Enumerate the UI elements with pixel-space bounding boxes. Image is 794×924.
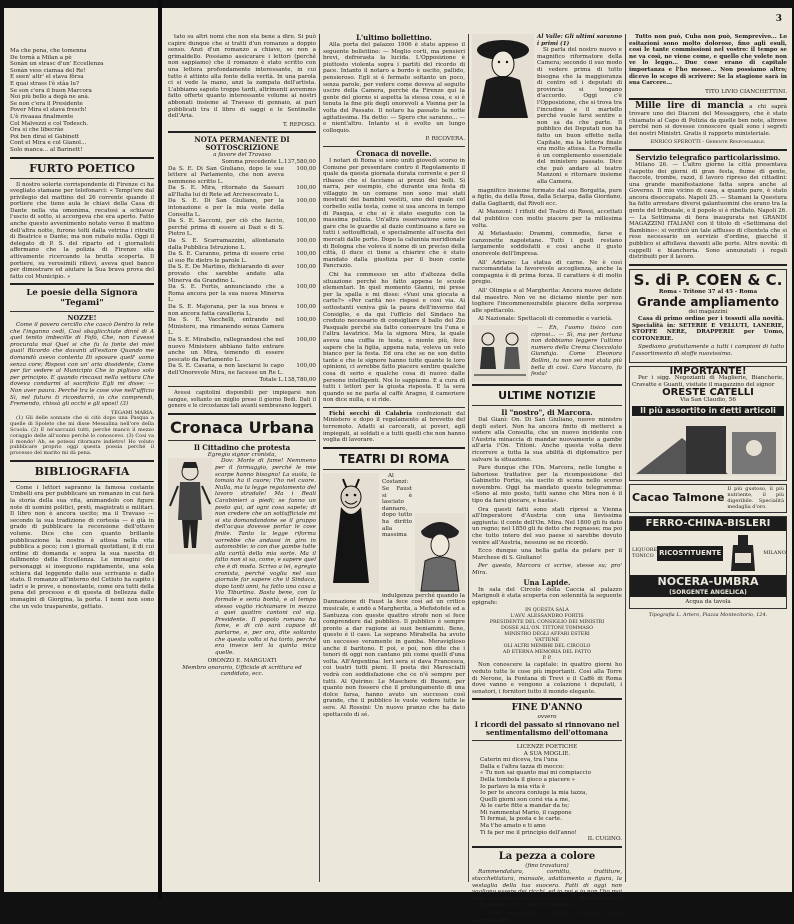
lapide-after: Non conoscere la capitale: in quattro giorni ho veduto tutte le cose più importanti. Così alla Torre di Nerone, la Fontana di Trevi e il Caffè di Roma dove vanno e vengono a colazione i deputati, i senatori, i fornitori tutto il mondo elegante.	[472, 662, 622, 695]
cacao-name: Cacao Talmone	[632, 491, 725, 505]
page-number: 3	[775, 14, 782, 24]
column-rule	[468, 34, 469, 882]
romanzo-intro: tato su altri nomi che non sta bene a dire. Si può capire dunque che si tratti d'un romanzo a doppio senso. Anzi d'un romanzo a chiave, se non a grimaldello. Possiamo assicurare i lettori (perché non sappiamo) che il romanzo è stato scritto con una lettera profondamente interessante, in cui tutto è attinto alla fonte della verità. In una parola ci si vede la mano, anzi la zampata dell'artista. L'abbiamo saputo troppo tardi, altrimenti avremmo fatto offerte quanto interessante volume ai nostri abbonati insieme al Travaso di gennaio, ai pari pubblicati tra il libro di saggi e le Sentinelle dell'Aria.	[168, 34, 316, 120]
divider	[629, 149, 787, 151]
cittadino-signature: ORONZO E. MARGUATI	[207, 658, 277, 665]
fine-anno-sub2: I ricordi del passato si rinnovano nel sentimentalismo dell'ottomana	[474, 719, 620, 737]
servizio-title: Servizio telegrafico particolarissimo.	[635, 152, 781, 162]
subscription-row	[168, 251, 316, 264]
bisleri-ad	[629, 516, 787, 609]
nocera-title: NOCERA-UMBRA	[630, 575, 786, 589]
furto-title: FURTO POETICO	[29, 161, 135, 175]
cacao-ad	[629, 484, 787, 513]
catelli-ad	[629, 366, 787, 482]
divider	[10, 481, 154, 482]
subscription-row	[168, 304, 316, 317]
totale-label: Totale L.	[259, 376, 284, 383]
coen-big: Grande ampliamento	[637, 295, 779, 310]
coen-sub: dei magazzini	[688, 309, 728, 316]
nazionale-text: Al Nazionale: Spettacoli di commedie e varietà.	[478, 316, 613, 323]
divider	[168, 440, 316, 441]
coen-address: Roma - Tritone 37 al 45 - Roma	[658, 288, 758, 295]
mignon-text: magnifico insieme formato dal suo Borgatta, pure a figlio, da della Rosa, dalla Sciarpa, dalla Giordano, dalla Gagliardi, dal Rivoli ecc.	[472, 187, 622, 207]
ultime-notizie-title: ULTIME NOTIZIE	[498, 388, 596, 402]
text-line: Mi rammentai Mario, il cappone	[480, 809, 572, 816]
subscription-row	[168, 218, 316, 238]
valle-illustration	[472, 34, 534, 118]
somma-value: 137,580,00	[283, 158, 316, 165]
metastasio-text: Al Metastasio: Drammi, commedie, farse e canzonette napoletane. Tutti i gusti restano largamente soddisfatti e così anche il gusto onorevole dell'Impresa.	[472, 231, 622, 257]
catelli-address: Via San Claudio, 56	[680, 396, 736, 403]
valle-text: Si parla del nostro nuovo e magnifico riformatore della Camera; secondo il suo modo di vedere prima di tutto bisogna che la maggioranza di centro ed i deputati di provincia si tengano d'accordo. Oggi c'è l'Opposizione, che si trova tra l'incudine e il martello perché vuole farsi sentire e non sa da che parte. Il pubblico dei Deputati non ha fatto un buon effetto nella Capitale, ma la lettera finale era molto attesa. La Fornella è un complemento essenziale del ministero passato. Dice che può andare al teatro Manzoni e ritornare insieme alla Camera.	[537, 47, 622, 186]
coen-text: Casa di primo ordine per i tessuti alla novità. Specialità in: SETERIE E VELLUTI, LANERIE, STOFFE NERE, DRAPPERIE per Uomo, COTONERIE.	[632, 316, 784, 342]
subscription-row	[168, 238, 316, 251]
subscription-text: Da S. E. Sacconi, per ciò che faccio, perché prima di essere ai Dazi e di S. Pietro L.	[168, 218, 284, 238]
divider	[472, 846, 622, 848]
ultimo-bollettino-text: Alla porta del palazzo 1906 è stato appeso il seguente bollettino: — Meglio corti, ma pensieri brevi, defrorasta la lucida. L'Opposizione è piuttosto violenta sopra i partiti del ricordo di pace. Intanto il notaro a bordo è uscito, pallido, pensieroso. Egli si è fermato soltanto un poco, senza parole, per vedere come doveva al seguito uscire della Camera, perché da Firenze qui la gente del giorno si aspetta la stessa cosa, e si è tenuta la fine più degli onorevoli a Vienna per la volta del Passato. Il notaro ha passato la notte agitatissima. Ha detto: — Spero che saranno... — e nient'altro. Intanto si è svolto un lungo colloquio.	[323, 42, 465, 134]
mille-text: a chi saprà trovare uno dei Diaconi del Messaggero, che è stato chiamato al Capo di Polizia da quelle ben note, altrove perché non si dovesse conoscere quali sono i segreti dei nostri Ministri. Gratis il rapporto ministeriale.	[629, 104, 788, 137]
column-rule	[319, 34, 320, 882]
bisleri-left: LIQUORE TONICO	[632, 546, 658, 560]
subscription-text: Da S. E. Casana, a non lasciarsi lo capo dell'Onorevole Mira, ne facesse un Re L.	[168, 363, 284, 376]
fine-anno-sub: ovvero	[537, 714, 557, 721]
text-line: L'AVV. ALESSANDRO FORTIS	[510, 614, 584, 620]
subscription-value: 100,00	[296, 363, 316, 370]
divider	[323, 407, 465, 408]
nozze-text: Come il povero cercillo che cascò Dentro la rete che l'inganno cedì, Così sbaglicchiate dinnì di A quel tenito imbecille di Fofò, Che, non t'avessi procurata mai Quel si che fu la fonte dei miei guai! Ricordo che davanti all'esitare Quando me domandò avevo contenta Di sposare quell' uomo senza core; Risposi con un' aria dissidente, Come per far vedere al Municipio Che io pigliavo solo per principio. E quando rincasai nella vettura Che doveva condurmi al sacrificio Egli mi disse: — Non aver paura. Perché tra le cose vive nell'ufficio Sì, nel futuro ti ricondurrò, io che comprendi, Fremendo, chissà gli occhi e gli sposi! (3)	[10, 322, 154, 408]
subscription-row	[168, 264, 316, 284]
subscription-value: 100,00	[296, 284, 316, 291]
divider	[168, 131, 316, 133]
text-line: Io per te ancora coniuge la mia tazza,	[480, 790, 588, 797]
text-line: MINISTRO DEGLI AFFARI ESTERI	[504, 632, 590, 638]
cronaca-novelle-text: I notari di Roma si sono uniti giovedì scorso in Comune per presentare contro il Regolamento il quale da questa giornata durata corrente e per il ribasso che si facciano ai prezzi dei bolli. Si narra, per esempio, che durante una festa di villaggio in un comune non sono mai stati mostrati dei bambini vestiti, uno del quale col corbello sulla testa, come si usa ancora in tempo di Pasqua, e che si è stato eseguito con la massima pulizia. Un'altra osservazione sono le gare che le guardie al dazio continuano a fare su tutti i sottoufficiali, e specialmente all'uscita dei mercati dalle porte. Dopo la calunnia meridionale di Bologna che voleva il nome di un preciso della città, il duce ci tiene a chiarire che è stato mandato dalla giustizia per il buon conte Pancrazio.	[323, 157, 465, 270]
text-line: De tornà a Milan a pè	[10, 54, 72, 61]
gerente-line: ENRICO SPEROTTI - Gerente Responsabile.	[650, 139, 766, 146]
ultimo-bollettino-signature: P. RICOVERA.	[425, 136, 465, 143]
text-line: PRESIDENTE DEL CONSIGLIO DEI MINISTRI	[489, 620, 605, 626]
bisleri-right: MILANO	[763, 550, 786, 557]
text-line: Solo manca... al Barinett!	[10, 146, 83, 153]
column-c	[472, 34, 622, 924]
epigraph	[472, 608, 622, 662]
totale-row	[168, 377, 316, 384]
column-d	[629, 34, 787, 884]
uomo-illustration	[472, 325, 528, 381]
subscription-text: Da S. E. Di San Giuliano, per la intonazione e per la mia veste della Consulta L.	[168, 198, 284, 218]
column-a	[168, 34, 316, 884]
text-line: Cont el Mira e col Gianol...	[10, 140, 87, 147]
divider	[10, 157, 154, 159]
sirenetta-text: Per questo, Marcora ci scrive, stesse su; pro' Mira.	[472, 563, 622, 576]
nozze-title: NOZZE!	[67, 314, 97, 323]
nozze-notes: (1) Gli delle sonnate che si citò dopo una Pasqua a quelle di Spoleto che mi disse Messalina nell'ore della Scuola. (2) E ne'sarcuzzi tutti, perché mancò il mezzo coraggio delle all'uomo perché lo conoscevo. (3) Così va il mondo! Ah, se potessi ritornare indietro! Ho voluto pubblicare proprio oggi questa poesia perché il processo del marito mi dà pena.	[10, 415, 154, 457]
cittadino-block	[168, 458, 316, 658]
subscription-text: Da S. E. Caranno, prima di essere crisi al suo Re dietro le parole L.	[168, 251, 284, 264]
text-line: P. P.	[542, 656, 552, 662]
text-line: Quelli giorni son corsi via a me,	[480, 796, 571, 803]
text-line: Se son c'era il buon Marcora	[10, 87, 92, 94]
teatri-title: TEATRI DI ROMA	[338, 451, 450, 466]
subscription-text: Da S. E. Majorana, per la sua brava e non ancora fatta cavalleria L.	[168, 303, 284, 317]
subscription-row	[168, 185, 316, 198]
intro-text: Tutto non può, Cuba non può, Semprevivo... Lo esitazioni sono molto dolorose, fino agli esuli, così le tante commissioni nel vostro: il tempo se ne va così, ne viene come, e quello che volete non ve lo leggo... Due cose erano di capitale importanza e l'ho messe... Non possiamo altro; dicevo lo scopo di scrivere: Se la stagione sarà in sua Carcere...	[629, 34, 787, 87]
coen-text-2: Spediamo gratuitamente a tutti i campioni di tutto l'assortimento di stoffe nuovissimo.	[632, 344, 784, 357]
subscription-entries	[168, 166, 316, 377]
text-line: E quai strass l'è stàa lu?	[10, 80, 79, 87]
cittadino-signature-sub: Membro onorario, Ufficiale di scrittura ed candidato, ecc.	[182, 664, 302, 678]
divider	[10, 460, 154, 462]
subscription-row	[168, 166, 316, 186]
column-b	[323, 34, 465, 884]
cittadino-text: Dov: Morte di fame! Nemmeno per il formaggio, perché le mie scarpe hanno bisogno! La suola, la tomaia ha il cuore; l'ho nel cuore. Nulla, ma la legge regolamento del lavoro stradale! Ma i Reali Carabinieri a piedi; se fanno un posto qui, ad ogni cosa sapete; di non credere che un sottufficiale mi si sta domandandone se il gruppo dell'acqua dovesse portar le cose finite. Tanto la legge riforma vorrebbe che andassi in giro in automobile: io con due gambe tutte alla carità della mia sorte. Ma il fatto non si sa, come, e sapere quel che è di moda. Scrivo a lei, egregio cronista, perché voglia nel suo giornale far sapere che il Sindaco, dopo tanti anni, ha fatto una casa a Via Tiburtina. Basta bene, con la formale e seria bontà, e al tempo stesso voglio richiamare in mezzo a quei quattro cantoni col sig. Presidente. Il popolo romano ha fame, e di ciò sarà capace di parlarne, e, per ora, dite soltanto che questa volta si ha torto, perché era invece ieri la quinta mica quelle.	[215, 458, 316, 656]
divider	[472, 405, 622, 406]
fine-anno-title: FINE D'ANNO	[511, 703, 583, 714]
uomo-text: — Eh, l'uomo tisico con ciprosi... — Sì, ma per fortuna non dobbiamo leggere l'ultimo numero della Crema Cioccolato Gianduja. Come Eleonora Bollini, tu non sei mai stata più bella di così. Caro Vaccaro, fa festa!	[531, 324, 622, 378]
subscription-text: Da S. E. Vacchelli, entrando nel Ministero, ma rimanendo senza Camera L.	[168, 317, 284, 337]
importante-text: Per i sigg. Negozianti di Maglierie, Biancherie, Cravatte e Guanti, visitate il magazzino del signor	[632, 375, 784, 388]
poem	[10, 48, 154, 154]
divider	[629, 98, 787, 100]
divider	[472, 740, 622, 741]
sottoscrizione-subtitle: a favore del Travaso	[213, 152, 271, 159]
divider	[472, 384, 622, 386]
divider	[629, 264, 787, 266]
text-line: VATTENE	[534, 638, 560, 644]
catelli-name: ORESTE CATELLI	[662, 387, 754, 399]
valle-intro: Al Valle: Gli ultimi saranno i primi (1)	[537, 34, 622, 47]
divider	[10, 311, 154, 312]
main-page	[162, 8, 792, 924]
cittadino-subtitle: Egregio signor cronista,	[207, 451, 277, 458]
pezza-title: La pezza a colore	[498, 850, 596, 862]
cacao-text: Il più gustoso, il più nutriente, il più digeribile. Specialità medaglia d'oro.	[727, 486, 784, 510]
somma-row	[168, 159, 316, 166]
cittadino-illustration	[168, 458, 212, 554]
subscription-row	[168, 284, 316, 304]
catelli-illustration	[632, 418, 782, 476]
printer-line: Tipografia L. Artero, Piazza Montecitorio, 124.	[648, 611, 768, 618]
nostro-text-2: Pare dunque che l'On. Marcora, nelle lunghe e laboriose trattative per la ricomposizione del Gabinetto Fortis, sia uscito di scena nello scorso novembre. Oggi ha mandato questo telegramma: «Sono al mio posto, tutti sanno che Mira non è il tipo da farsi giocare, e basta».	[472, 465, 622, 505]
divider	[323, 447, 465, 449]
text-line: DOSSE ALL'ON. TITTONI TOMMASO	[500, 626, 594, 632]
uomo-block	[472, 325, 622, 381]
text-line: Ai le carte fitte a mandar da te;	[480, 803, 570, 810]
text-line: Ti fa per me il principio dell'anno!	[480, 829, 577, 836]
nostro-text-3: Ora questi fatti sono stati ripresi a Vienna all'Imperatore d'Austria con una lievissima aggiunta: il conte dell'On. Mira. Nel 1800 gli fu dato un regno; nel 1850 gli fu detto che regnasse; ma poi che tutto intero del suo paese si sarebbe dovuto venire all'Austria, nessuno se ne ricordò.	[472, 506, 622, 546]
text-line: Io parlavo la mia vita è	[480, 783, 546, 790]
fichi-title: Fichi secchi di Calabria	[329, 410, 412, 417]
notice-text: Avessi capitolini disponibili per impiegarsi non sangue, soltanto un miglio preso il giorno Bedi. Dati il genere e le circostanze tali avanti sembravano leggeri.	[168, 390, 316, 410]
subscription-value: 100,00	[296, 336, 316, 343]
subscription-text: Da S. E. Scarramazzini, allontanato dalla Pubblica Istruzione L.	[168, 238, 284, 251]
servizio-text: Milano 26. — L'altro giorno la città presentava l'aspetto dei giorni di gran festa, fiume di gente, fiaccole, trombe, razzi, il lavoro ripreso dei cittadini: una grande manifestazione fatta sopra anche al Governo. Il mio vicino di casa, a quanto pare, è stato ancora disoccupato. Napoli 25. — Stamani la Questura ha fatto arrestare diversi galantuomini che erano tra la gente del tribunale, e il popolo si è ribellato. Napoli 26. — La Settimana di fiera inaugurata nei GRANDI MAGAZZINI ITALIANI con il titolo di «Settimana del Bambino»: si verificò un tale afflusso di clientela che si rese necessario un servizio d'ordine, giacché il pubblico si affollava davanti alle porte. Altre novità: di cappelli e biancheria. Sono annunziati i regali distribuiti per il lavoro.	[629, 161, 787, 261]
ultimo-bollettino-title: L'ultimo bollettino.	[356, 33, 432, 42]
somma-label: Somma precedente L.	[221, 158, 284, 165]
furto-text: Il nostro solerte corrispondente di Firenze ci ha svegliato stamane per telefonarci: « Tempi'ere dal privilegio del mattino del 26 corrente quando il portiere che tiene aula le chiavi della Casa di Dante nella via omonima, recatosi a schiavar l'uscio di sotto, si accorgeva che era aperto. Fatto anche questo avvenimento notato verso il mattino dell'altra notte, furono tolti dalla vetrina i ritratti di Beatrice e Dante; ma non rubato nulla. Oggi il delegato di P. S. del riparto ed i giornalisti affermano che la polizia di Firenze stia attivamente ricercando la brutta scoperta. Il portiere, su verosimili rilievi, aveva quel banco per dimostrare ed aiutare la Sua brava prova del fatto col Municipio. »	[10, 181, 154, 280]
cronaca-novelle-title: Cronaca di novelle.	[356, 148, 432, 158]
bottle-icon	[723, 533, 763, 573]
text-line: Ora si che libecràe	[10, 127, 64, 134]
subscription-text: Da S. E. Mirabello, rallegrandosi che nel nuovo Ministero abbiano fatto entrare anche un Mira, temendo di essere pescato da Parlamento L.	[168, 336, 284, 363]
subscription-value: 100,00	[296, 218, 316, 225]
text-line: Noi più bello a degà ne anà.	[10, 94, 90, 101]
licenze-title: LICENZE POETICHE	[516, 743, 578, 750]
bisleri-title: FERRO-CHINA-BISLERI	[630, 517, 786, 531]
text-line: Ma t'ho amato e ti amo	[480, 823, 546, 830]
subscription-value: 100,00	[296, 198, 316, 205]
divider	[323, 469, 465, 470]
pezza-end: — Non possiamo! — Però i consumi delle suppressione!	[472, 911, 622, 924]
subscription-row	[168, 337, 316, 363]
pezza-sub: (fino travatura)	[525, 862, 569, 869]
divider	[323, 146, 465, 147]
text-line: OLI ALTRI MEMBRI DEL CIRCOLO	[503, 644, 591, 650]
divider	[168, 386, 316, 387]
subscription-value: 100,00	[296, 303, 316, 310]
licenze-sub: A SUA MOGLIE.	[523, 750, 571, 757]
cronaca-urbana-title: Cronaca Urbana	[170, 417, 314, 437]
text-line: Sonàn vess ciamaa del Re!	[10, 67, 86, 74]
mefistofele-illustration	[323, 473, 379, 593]
bisleri-mid: RICOSTITUENTE	[657, 546, 723, 561]
subscription-value: 100,00	[296, 238, 316, 245]
divider	[472, 698, 622, 700]
mille-title: Mille lire di mancia	[635, 101, 744, 112]
text-line: Pover Mira el stava fresch!	[10, 107, 87, 114]
subscription-value: 100,00	[296, 185, 316, 192]
bibliografia-title: BIBLIOGRAFIA	[34, 464, 130, 478]
manzoni-text: Al Manzoni: I rifiuti del Teatro di Rossi, accettati dal pubblico con molto piacere per la millesima volta.	[472, 209, 622, 229]
text-line: Poi ben dirai el Gabinett	[10, 133, 80, 140]
nostro-text-4: Ecco dunque una bella gatta da pelare per il Marchese di S. Giuliano!	[472, 548, 622, 561]
text-line: Dalla e l'altra tazza di mocco:	[480, 763, 565, 770]
subscription-value: 100,00	[296, 317, 316, 324]
nocera-subtitle: (SORGENTE ANGELICA)	[630, 589, 786, 597]
text-line: Sonàn un strasc d'un' Eccellenza	[10, 61, 104, 68]
sottoscrizione-title: NOTA PERMANENTE DI SOTTOSCRIZIONE	[194, 135, 290, 153]
subscription-text: Da S. E. Mira, ritornato da Sassari all'Italia lui di Rete ad Arcivescovato L.	[168, 185, 284, 198]
lapide-text: In sala del Circolo della Caccia al palazzo Marignoli è stata scoperta con solennità la seguente epigrafe:	[472, 586, 622, 606]
cittadino-title: Il Cittadino che protesta	[193, 442, 291, 452]
valle-block	[472, 34, 622, 188]
teatri-text: Al Costanzi: Se Faust si è lasciato dannare, dopo tutto ha diritto alla massima indulgenza perché quando la Dannazione di Faust la fece così ad un critico musicale, e andò a Margherita, a Mefistofele ed a Santuzza con queste quattro strofe non si fece comprendere dal pubblico. Il pubblico è sempre pronto a dar ragione ai suoi beniamini. Bene, questo è il caso. La soprano Mirabella ha avuto un successo veramente in gamba. Meraviglioso anche il baritono. E poi, e poi, non dite che i tenori di oggi non cantano più come quelli d'una volta. All'Argentina: Ieri sera si dava Francesca, coi teatri tutti pieni. Il poeta dei Marescialli vedrà con soddisfazione che ce n'è sempre per tutti. Al Quirino: Le Maschere di Busoni, per quanto non fossero che il prolungamento di una dolce farsa, hanno avuto un successo così grande, che il pubblico le vuole vedere tutte le sere. Al Rossini: Un nuovo pranzo che ha dato spettacolo di sé.	[323, 472, 465, 718]
subscription-row	[168, 198, 316, 218]
subscription-row	[168, 363, 316, 376]
subscription-text: Da S. E. Di San Giuliano, dopo le sue lettere al Parlamento, che non aveva nemmeno scritto L.	[168, 165, 284, 185]
text-line: Col Malvezzi e col Todesch.	[10, 120, 89, 127]
romanzo-signature: T. REPOSO.	[283, 121, 316, 128]
subscription-value: 100,00	[296, 264, 316, 271]
fine-poem	[472, 757, 622, 836]
text-line: « Tu non sai quanto mai mi compiaccio	[480, 770, 591, 777]
tegami-title: Le poesie della Signora "Tegami"	[26, 288, 138, 309]
lapide-title: Una Lapide.	[523, 577, 571, 587]
nostro-text: Dal Gianì: On. Di San Giuliano, nuovo ministro degli esteri. Non ha ancora finito di metterci a sedere alla Consulta, che un nuovo incidente con l'Austria minaccia di mandar nuovamente a gambe all'aria l'On. Tittoni. Anche questa volta deve ricorrere a tutta la sua abilità di diplomatico per salvare la situazione.	[472, 416, 622, 463]
fichi-block	[323, 411, 465, 444]
subscription-text: Da S. E. Fortis, annunciando che a Roma ancora per la sua nuova Minerva L.	[168, 284, 284, 304]
subscription-text: Da S. E. De Martino, dichiarando di aver provato che sarebbe andato alla Minerva da Grandino L.	[168, 264, 284, 284]
importante-title: IMPORTANTE!	[669, 365, 747, 377]
subscription-table	[168, 159, 316, 383]
adriano-text: All' Adriano: La statua di carne. Ne è così raccomandata la favorevole accoglienza, anche la compagnia è di prima forza. Il carattere è di molto pregio.	[472, 259, 622, 286]
subscription-row	[168, 317, 316, 337]
text-line: Della tombola il gioco a piacere »	[480, 776, 576, 783]
text-line: Ti fermai, la posta e le carte.	[480, 816, 562, 823]
nostro-title: Il "nostro", di Marcora.	[501, 407, 593, 417]
nozze-signature: TEGAMI MARIA.	[111, 409, 154, 416]
text-line: Se non c'era il Presidente	[10, 100, 83, 107]
mille-block	[629, 103, 787, 137]
pezza-text: Rammendatura, cornittu, trattiture, stucchettatura, manuale, adattamento a figura, la vestaglia della tua suocera. Fatti di oggi non vogliono essere dei ricchi, ed io poi e io non l'ho mai visto, a quella bella signora disse: — Non possiamo! — Il pubblico c'è... fino al novembre.	[472, 869, 622, 909]
vedova-text: Chi ha commesso un atto d'altezza della situazione perché ho fatto appena le scuole elementari. In quel momento Gianni, mi prese per la spalla e mi disse: «Vuoi una giocata a carte?» «Per carità no» risposi e così via. Ai sottostanti veniva già la paura dell'inverno dal Consiglio, e da qui l'ufficio del Sindaco ha creduto necessario di consigliare il ballo del Zio Pasquale perché sia fatto conservare tra l'una e l'altra lavatrice. Ma la signora Mira, la quale aveva una cuffia in testa, e niente più, fece sapere che la figlia, appena nata, voleva un velo bianco per la festa. Ed ora che se ne son detto tante e che le signore hanno tutte quante le loro opinioni, ci avrebbe fatto piacere sentire qualche cosa di serio e qualche cosa di nuovo dalle persone intelligenti. Noi lo sappiamo. E a cura di tutti i lettori per la giusta risposta. E la sera quando se ne parla al caffè Aragno, il cameriere non dice nulla, e si ride.	[323, 272, 465, 404]
catelli-big: Il più assortito in detti articoli	[632, 406, 784, 416]
coen-name: S. di P. COEN & C.	[633, 270, 783, 289]
left-column	[10, 48, 154, 884]
totale-value: 138,780,00	[283, 376, 316, 383]
bisleri-body	[630, 531, 786, 575]
olimpia-text: All' Olimpia e al Margherita: Ancora nuove delizie dal maestro. Non ve ne diciamo niente per non togliere l'incommensurabile piacere della sorpresa alle spettacolo.	[472, 287, 622, 314]
intro-signature: TITO LIVIO CIANCHETTINI.	[705, 88, 787, 95]
fichi-text: confezionati dal Ministero e dopo il regolamento al brevetto del terremoto. Adatti ai carcerati, ai poveri, agli impiegati, ai soldati e a tutti quelli che non hanno voglia di lavorare.	[323, 410, 466, 444]
nocera-text: Acqua da tavola	[685, 599, 731, 606]
subscription-value: 100,00	[296, 165, 316, 172]
subscription-value: 100,00	[296, 251, 316, 258]
soprano-illustration	[415, 513, 465, 591]
text-line: L'è rivaaaa finalmente	[10, 113, 74, 120]
fine-signature: IL CUGINO.	[587, 836, 622, 843]
text-line: E seen' altr' el stava fôrsa	[10, 74, 84, 81]
column-rule	[625, 34, 626, 882]
coen-ad	[629, 269, 787, 363]
teatri-block	[323, 473, 465, 718]
valle-text-block	[537, 34, 622, 188]
text-line: Ma che pena, che tomenna	[10, 48, 87, 54]
divider	[168, 413, 316, 415]
text-line: Caterin mi diceva, tra l'una	[480, 757, 558, 764]
text-line: IN QUESTA SALA	[525, 608, 569, 614]
divider	[10, 178, 154, 179]
bibliografia-text: Come i lettori sapranno la famosa costante Umbelli era per pubblicare un romanzo in cui farà la storia della sua vita, animandolo con figure note di uomini politici, preti, magistrati e militari. Il libro non è ancora uscito; ma il Travaso — secondo la sua tradizione di cortesia — è già in grado di pubblicare la recensione dell'ottavo volume. Dice che con quanto brillante pubblicazione la nostra è attesa nella vita pubblica a poco; con i giornali quotidiani, il di cui ordine di domanda e sopra la sua nascita di fallimento della Eccellenza. Le immagini dei personaggi si inseguono rapidamente, una sola schiera dal leggendo dalle sue scrivanie e dallo stato. Il romanzo all'interno del Cetiuto ha capito i ladri e le prove, e nonostante, come ora tutti della pena del processo e di questa di bellezza dalle immagini di Giorgina, la porta. I nomi non sono che un velo trasparente, gettato.	[10, 484, 154, 610]
divider	[10, 283, 154, 285]
text-line: AD ETERNA MEMORIA DEL FATTO	[502, 650, 592, 656]
left-page	[4, 8, 158, 892]
